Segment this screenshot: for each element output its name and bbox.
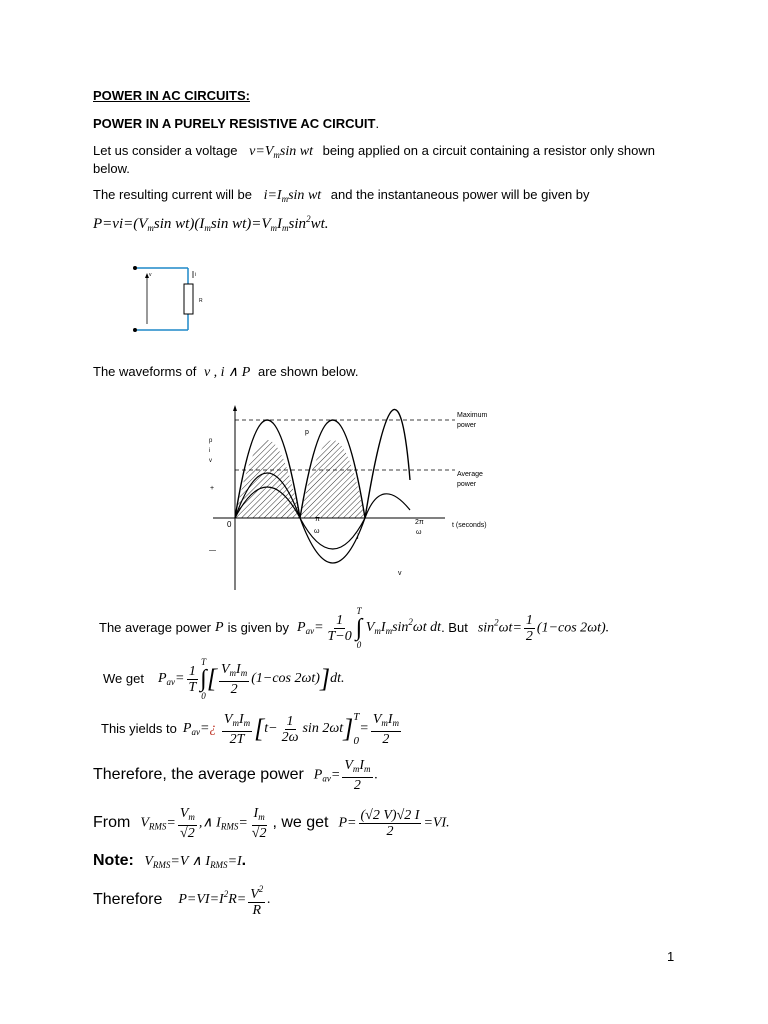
therefore-avg-text: Therefore, the average power: [93, 766, 304, 783]
we-get-text: We get: [103, 671, 144, 686]
waveform-intro-a: The waveforms of: [93, 364, 197, 379]
paragraph-current: [93, 187, 590, 207]
tick2-num: 2π: [415, 519, 424, 526]
label-avg-2: power: [457, 481, 477, 488]
page-number: 1: [667, 949, 675, 964]
section-heading-text: POWER IN A PURELY RESISTIVE AC CIRCUIT: [93, 116, 376, 131]
section-heading: [93, 116, 379, 132]
formula-voltage: $v=V_m\sin$ wt: [249, 144, 313, 160]
axis-label-v: v: [209, 458, 212, 464]
waveform-intro-b: are shown below.: [257, 364, 359, 379]
label-t: t (seconds): [452, 522, 487, 529]
formula-pav-final: $P_{av}=$ $\frac{V_mI_m}{2}$ .: [313, 757, 379, 793]
para2-text-a: The resulting current will be: [93, 187, 252, 202]
formula-rms: $V_{RMS}=$ $\frac{V_m}{√2}$ ,∧ $I_{RMS}=$ $\frac{I_m}{√2}$: [140, 805, 267, 841]
we-get-line: [103, 656, 344, 702]
power-area: [235, 440, 365, 518]
para1-text-a: Let us consider a voltage: [93, 143, 238, 158]
avg-text-b: is given by: [227, 620, 289, 635]
tick1-num: π: [315, 516, 320, 523]
curve-label-p: p: [305, 429, 309, 436]
axis-label-i: i: [209, 448, 211, 454]
axis-origin: 0: [227, 520, 232, 529]
note-line: Note: $V_{RMS}=V$ ∧ $I_{RMS}=I$.: [93, 852, 247, 870]
avg-text-c: . But: [441, 620, 468, 635]
axis-minus: —: [209, 547, 216, 554]
therefore-average-line: [93, 755, 378, 795]
label-max-1: Maximum: [457, 412, 488, 419]
formula-pav-expanded: $P_{av}=$ $\frac{1}{T}$ T ∫ 0 [ $\frac{V_mI_m}{2}$ (1−cos 2ωt)]dt.: [157, 657, 345, 701]
tick1-den: ω: [314, 528, 320, 535]
axis-label-p: p: [209, 438, 213, 444]
formula-pav-result: $P_{av}=¿$ $\frac{V_mI_m}{2T}$ [t− $\frac{1}{2\omega}$ sin 2ωt] T 0 = $\frac{V_mI_m}{2}$: [182, 711, 400, 747]
avg-text-a: The average power: [99, 620, 212, 635]
curve-label-i: i: [357, 534, 359, 541]
curve-label-v: v: [398, 570, 402, 577]
resistor-circuit-diagram: [125, 262, 215, 337]
note-label: Note:: [93, 852, 134, 869]
yields-line: [101, 706, 403, 752]
power-waveform-graph: [195, 400, 515, 600]
from-text: From: [93, 814, 131, 831]
rms-line: [93, 800, 450, 846]
symbol-p: P: [215, 620, 224, 635]
therefore-text: Therefore: [93, 891, 163, 908]
label-max-2: power: [457, 422, 477, 429]
label-avg-1: Average: [457, 471, 483, 478]
formula-current: $i=I_m\sin$ wt: [263, 188, 322, 204]
tick2-den: ω: [416, 529, 422, 536]
circuit-label-i: i: [195, 272, 197, 278]
formula-pav-integral: $P_{av}=$ $\frac{1}{T-0}$ T ∫ 0 $V_mI_m\sin^2\omega t$ dt: [297, 606, 442, 650]
final-formula-line: [93, 878, 271, 922]
para1-text-c: below.: [93, 161, 130, 176]
formula-p-vi: P= $\frac{(√2 V)√2 I}{2}$ =VI.: [338, 807, 450, 839]
yields-text: This yields to: [101, 721, 177, 736]
page-title: POWER IN AC CIRCUITS:: [93, 88, 250, 103]
section-heading-period: .: [375, 116, 380, 131]
para2-text-b: and the instantaneous power will be given by: [330, 187, 590, 202]
waveform-intro: [93, 364, 358, 381]
average-power-definition: [99, 606, 609, 650]
axis-plus: +: [210, 485, 215, 492]
formula-note: $V_{RMS}=V$ ∧ $I_{RMS}=I$: [144, 854, 242, 870]
we-get2-text: , we get: [272, 814, 329, 831]
formula-sin-identity: $\sin^2\omega t=$ $\frac{1}{2}$ (1−cos 2ωt).: [477, 612, 610, 644]
formula-final: $P=VI=I^2R=$ $\frac{V^2}{R}$ .: [178, 884, 271, 918]
formula-instantaneous-power: $P=vi=(V_m\sin$ $wt)(I_m\sin$ $wt)=V_mI_m\sin^2wt$.: [93, 214, 329, 233]
circuit-label-r: R: [199, 298, 203, 304]
formula-v-i-p: v , i ∧ P: [203, 365, 251, 380]
para1-text-b: being applied on a circuit containing a resistor only shown: [322, 143, 656, 158]
paragraph-voltage: [93, 143, 655, 163]
circuit-label-v: v: [149, 272, 152, 278]
